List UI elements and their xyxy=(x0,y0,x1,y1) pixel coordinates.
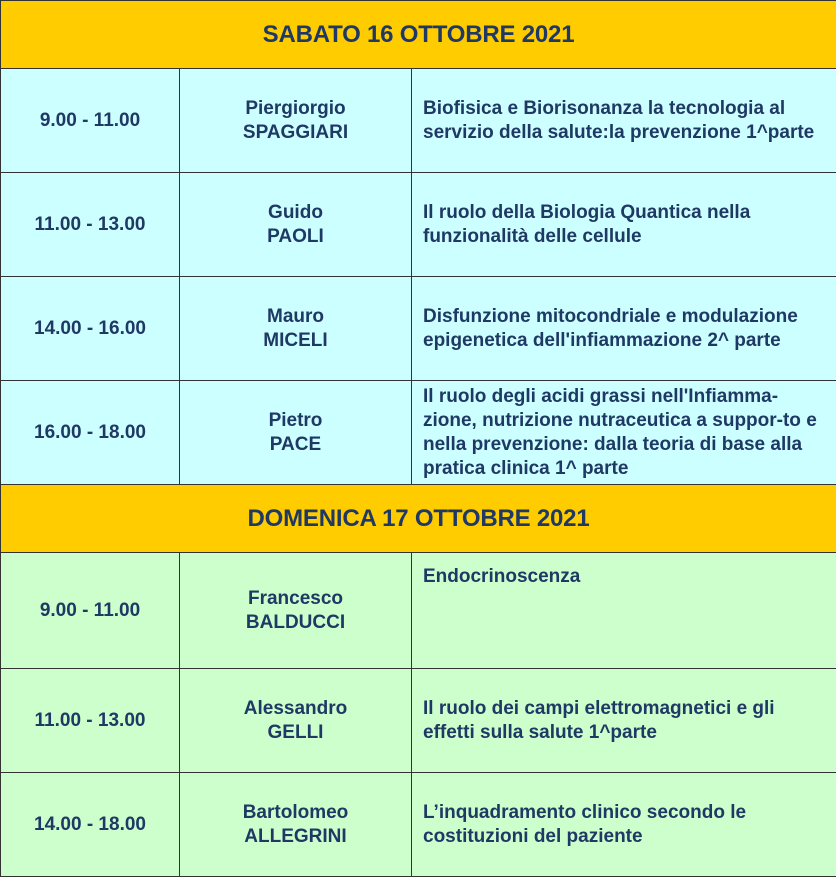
day-header-row xyxy=(1,1,836,69)
session-time: 14.00 - 18.00 xyxy=(1,773,180,877)
speaker-cell xyxy=(180,173,412,277)
speaker-cell xyxy=(180,277,412,381)
speaker-last-name: GELLI xyxy=(180,721,411,745)
session-time: 14.00 - 16.00 xyxy=(1,277,180,381)
session-topic: Endocrinoscenza xyxy=(412,553,836,669)
table-row xyxy=(1,553,836,669)
speaker-first-name: Bartolomeo xyxy=(180,801,411,825)
speaker-cell xyxy=(180,773,412,877)
session-topic: L’inquadramento clinico secondo le costituzioni del paziente xyxy=(412,773,836,877)
speaker-last-name: ALLEGRINI xyxy=(180,825,411,849)
session-time: 11.00 - 13.00 xyxy=(1,669,180,773)
table-row xyxy=(1,669,836,773)
session-topic: Il ruolo dei campi elettromagnetici e gli effetti sulla salute 1^parte xyxy=(412,669,836,773)
speaker-first-name: Guido xyxy=(180,201,411,225)
table-row xyxy=(1,773,836,877)
speaker-cell xyxy=(180,69,412,173)
table-row xyxy=(1,173,836,277)
speaker-first-name: Alessandro xyxy=(180,697,411,721)
session-time: 9.00 - 11.00 xyxy=(1,69,180,173)
speaker-first-name: Pietro xyxy=(180,409,411,433)
day-title: SABATO 16 OTTOBRE 2021 xyxy=(1,1,836,69)
speaker-last-name: PAOLI xyxy=(180,225,411,249)
speaker-cell xyxy=(180,553,412,669)
session-topic: Il ruolo degli acidi grassi nell'Infiamma-zione, nutrizione nutraceutica a suppor-to e nella prevenzione: dalla teoria di base alla pratica clinica 1^ parte xyxy=(412,381,836,485)
speaker-cell xyxy=(180,669,412,773)
session-topic: Biofisica e Biorisonanza la tecnologia al servizio della salute:la prevenzione 1^parte xyxy=(412,69,836,173)
session-topic: Disfunzione mitocondriale e modulazione epigenetica dell'infiammazione 2^ parte xyxy=(412,277,836,381)
speaker-last-name: MICELI xyxy=(180,329,411,353)
speaker-first-name: Mauro xyxy=(180,305,411,329)
session-time: 16.00 - 18.00 xyxy=(1,381,180,485)
session-time: 11.00 - 13.00 xyxy=(1,173,180,277)
speaker-first-name: Francesco xyxy=(180,587,411,611)
speaker-last-name: SPAGGIARI xyxy=(180,121,411,145)
speaker-last-name: PACE xyxy=(180,433,411,457)
table-row xyxy=(1,381,836,485)
day-header-row xyxy=(1,485,836,553)
speaker-last-name: BALDUCCI xyxy=(180,611,411,635)
speaker-cell xyxy=(180,381,412,485)
day-title: DOMENICA 17 OTTOBRE 2021 xyxy=(1,485,836,553)
session-topic: Il ruolo della Biologia Quantica nella funzionalità delle cellule xyxy=(412,173,836,277)
session-time: 9.00 - 11.00 xyxy=(1,553,180,669)
speaker-first-name: Piergiorgio xyxy=(180,97,411,121)
table-row xyxy=(1,277,836,381)
table-row xyxy=(1,69,836,173)
